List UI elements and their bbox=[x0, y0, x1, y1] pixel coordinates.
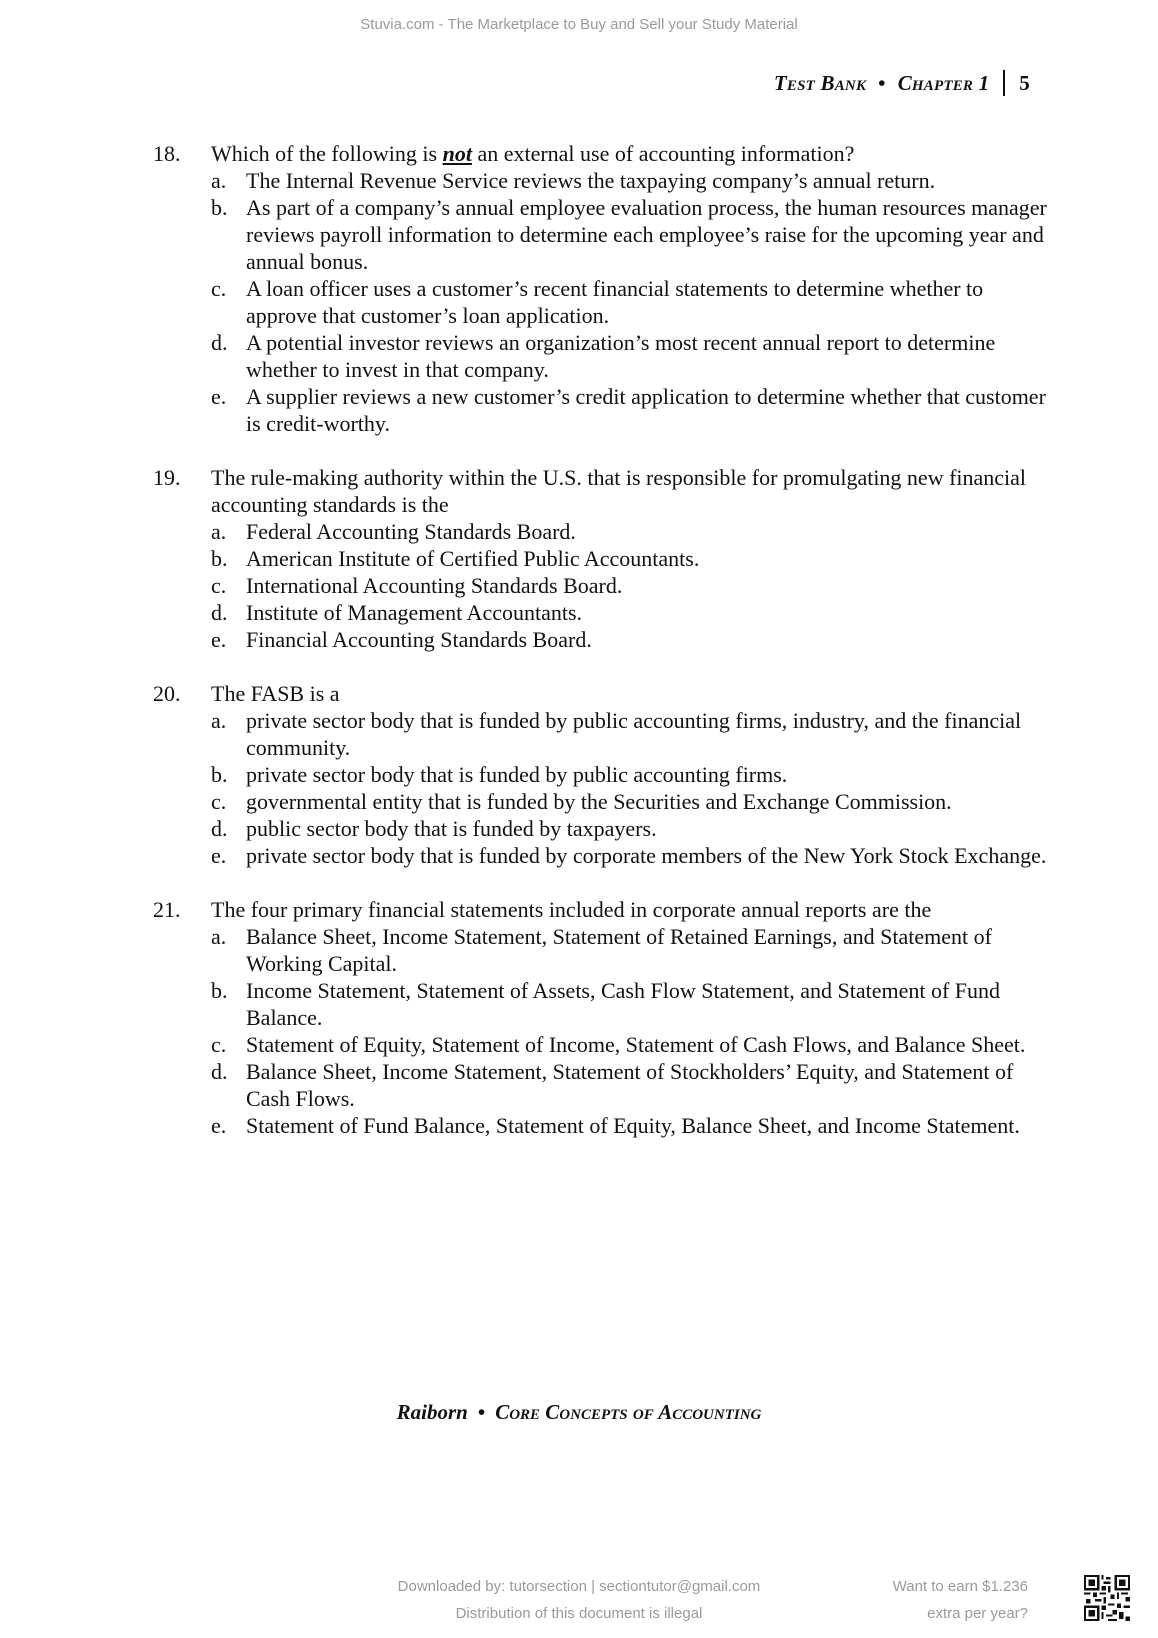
option-list bbox=[211, 167, 1053, 437]
question-stem: The four primary financial statements included in corporate annual reports are the bbox=[211, 897, 932, 922]
promo-line-2[interactable]: extra per year? bbox=[927, 1605, 1028, 1622]
option-c: c. Statement of Equity, Statement of Income, Statement of Cash Flows, and Balance Sheet. bbox=[211, 1032, 1026, 1057]
option-a: a. The Internal Revenue Service reviews the taxpaying company’s annual return. bbox=[211, 168, 936, 193]
download-info: Downloaded by: tutorsection | sectiontutor@gmail.com bbox=[397, 1578, 761, 1595]
option-e: e. A supplier reviews a new customer’s credit application to determine whether that customer is credit-worthy. bbox=[211, 384, 1046, 436]
promo-line-1[interactable]: Want to earn $1.236 bbox=[892, 1578, 1028, 1595]
header-divider bbox=[1003, 70, 1005, 96]
option-e: e. Statement of Fund Balance, Statement of Equity, Balance Sheet, and Income Statement. bbox=[211, 1113, 1020, 1138]
option-d: d. Institute of Management Accountants. bbox=[211, 600, 583, 625]
option-b: b. As part of a company’s annual employee evaluation process, the human resources manager reviews payroll information to determine each employee’s raise for the upcoming year and annual bonus. bbox=[211, 195, 1047, 274]
footer-author: Raiborn bbox=[396, 1400, 468, 1424]
option-d: d. A potential investor reviews an organization’s most recent annual report to determine whether to invest in that company. bbox=[211, 330, 996, 382]
option-e: e. private sector body that is funded by corporate members of the New York Stock Exchange. bbox=[211, 843, 1047, 868]
question-20 bbox=[153, 680, 1053, 869]
option-a: a. Federal Accounting Standards Board. bbox=[211, 519, 576, 544]
option-b: b. Income Statement, Statement of Assets, Cash Flow Statement, and Statement of Fund Balance. bbox=[211, 978, 1001, 1030]
question-stem: Which of the following is not an external use of accounting information? bbox=[211, 141, 855, 166]
qr-code-icon[interactable] bbox=[1084, 1575, 1130, 1621]
option-d: d. Balance Sheet, Income Statement, Statement of Stockholders’ Equity, and Statement of Cash Flows. bbox=[211, 1059, 1014, 1111]
distribution-notice: Distribution of this document is illegal bbox=[455, 1605, 703, 1622]
footer-title bbox=[0, 1400, 1158, 1425]
option-b: b. American Institute of Certified Public Accountants. bbox=[211, 546, 700, 571]
header-separator: • bbox=[878, 70, 886, 95]
header-chapter: Chapter 1 bbox=[897, 70, 990, 95]
option-c: c. International Accounting Standards Board. bbox=[211, 573, 623, 598]
running-head bbox=[774, 70, 1030, 96]
footer-book-title: Core Concepts of Accounting bbox=[495, 1400, 762, 1424]
option-d: d. public sector body that is funded by taxpayers. bbox=[211, 816, 657, 841]
question-19 bbox=[153, 464, 1053, 653]
option-list bbox=[211, 518, 1053, 653]
page-number: 5 bbox=[1019, 70, 1030, 95]
option-a: a. Balance Sheet, Income Statement, Statement of Retained Earnings, and Statement of Working Capital. bbox=[211, 924, 992, 976]
question-21 bbox=[153, 896, 1053, 1139]
option-b: b. private sector body that is funded by public accounting firms. bbox=[211, 762, 788, 787]
emphasis-not: not bbox=[442, 141, 472, 166]
question-list bbox=[153, 140, 1053, 1166]
footer-separator: • bbox=[477, 1400, 486, 1424]
option-c: c. A loan officer uses a customer’s recent financial statements to determine whether to approve that customer’s loan application. bbox=[211, 276, 984, 328]
header-label: Test Bank bbox=[773, 70, 867, 95]
question-stem: The FASB is a bbox=[211, 681, 340, 706]
option-list bbox=[211, 707, 1053, 869]
question-number: 19. bbox=[153, 465, 181, 490]
question-stem: The rule-making authority within the U.S. that is responsible for promulgating new financial accounting standards is the bbox=[211, 465, 1027, 517]
question-number: 20. bbox=[153, 681, 181, 706]
option-a: a. private sector body that is funded by public accounting firms, industry, and the financial community. bbox=[211, 708, 1022, 760]
question-number: 18. bbox=[153, 141, 181, 166]
option-e: e. Financial Accounting Standards Board. bbox=[211, 627, 592, 652]
stuvia-banner: Stuvia.com - The Marketplace to Buy and Sell your Study Material bbox=[360, 16, 798, 33]
question-number: 21. bbox=[153, 897, 181, 922]
option-c: c. governmental entity that is funded by the Securities and Exchange Commission. bbox=[211, 789, 952, 814]
question-18 bbox=[153, 140, 1053, 437]
option-list bbox=[211, 923, 1053, 1139]
